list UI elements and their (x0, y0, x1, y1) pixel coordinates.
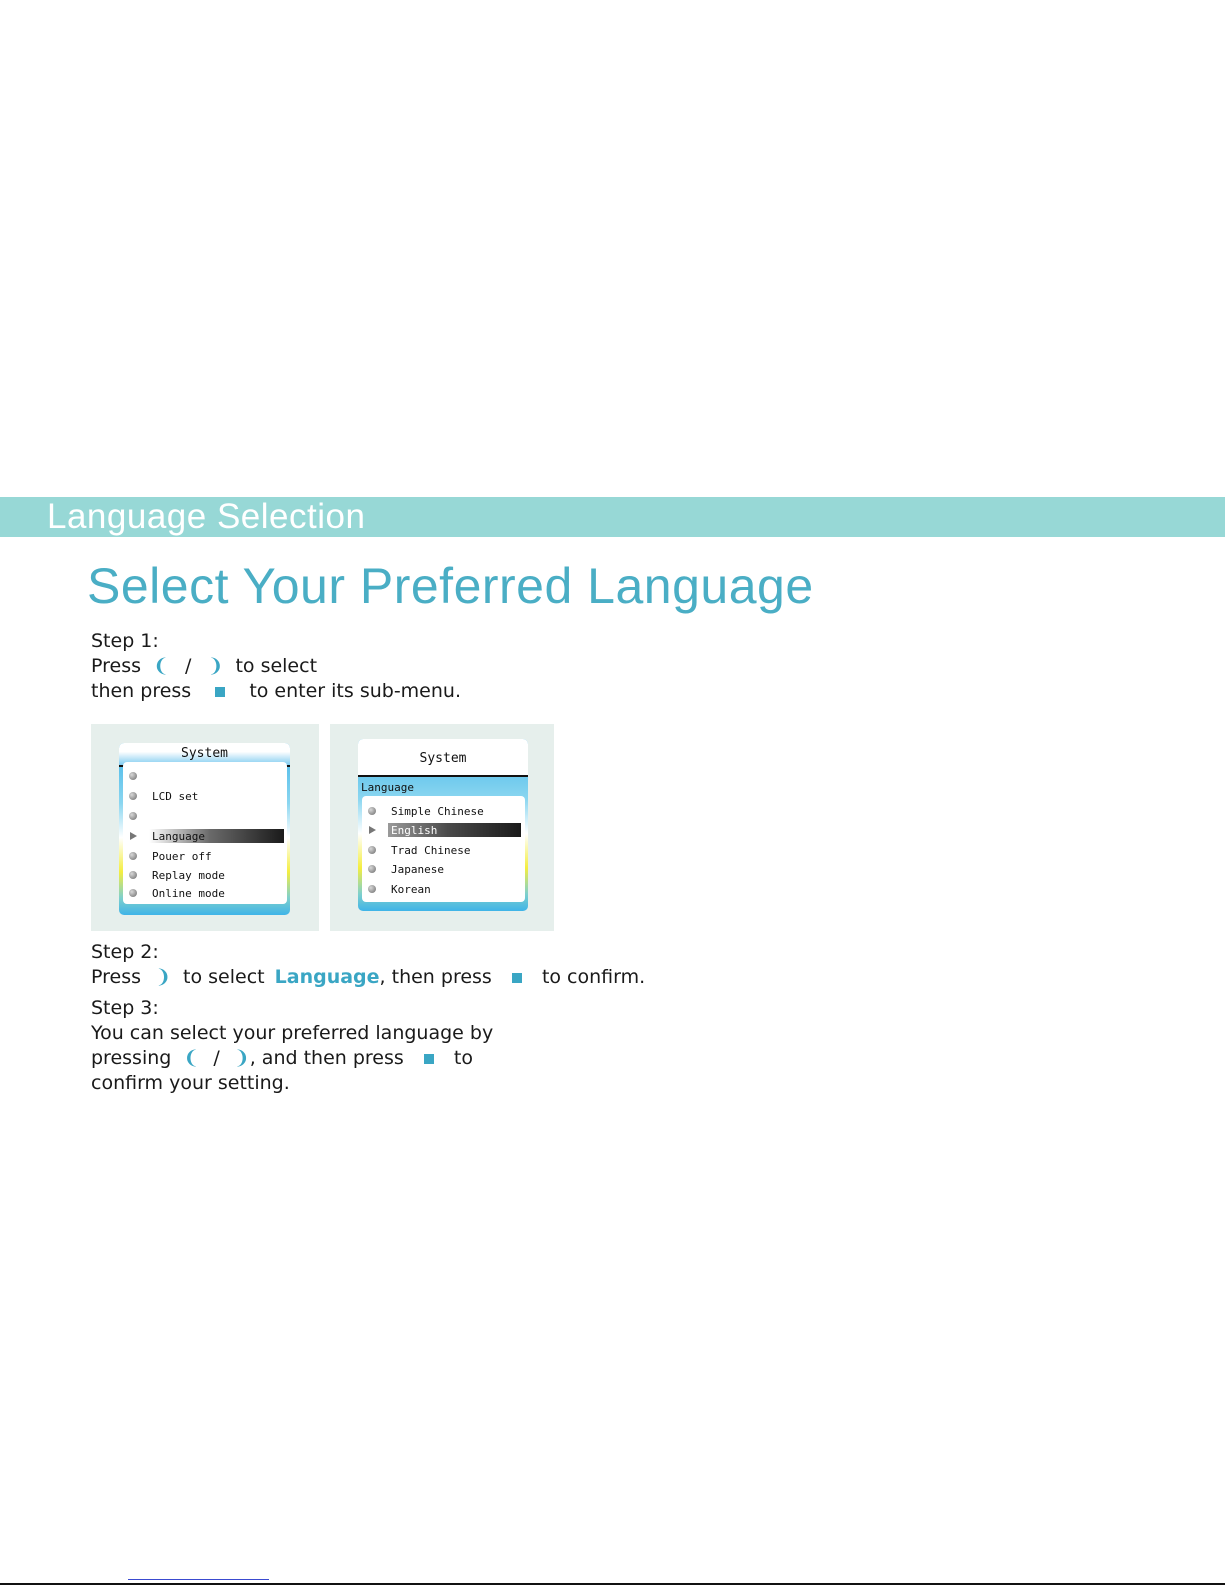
bullet-icon (129, 889, 137, 897)
step3-and-then: , and then press (249, 1047, 404, 1069)
screen-title: System (119, 743, 290, 765)
selected-arrow-icon (369, 826, 376, 834)
step3-pressing: pressing (91, 1047, 172, 1069)
step2-highlight-language: Language (274, 966, 380, 988)
step1-enter-text: to enter its sub-menu. (249, 680, 461, 702)
bullet-icon (129, 852, 137, 860)
bullet-icon (368, 865, 376, 873)
step3-slash: / (213, 1047, 220, 1069)
step1-line2 (91, 679, 461, 704)
step1-to-select: to select (235, 655, 318, 677)
link-underline (128, 1579, 269, 1580)
right-arrow-icon: ❩ (207, 655, 224, 677)
bullet-icon (129, 871, 137, 879)
bullet-icon (368, 846, 376, 854)
page-title: Select Your Preferred Language (87, 558, 814, 614)
step2-to-select: to select (183, 966, 265, 988)
step3-heading: Step 3: (91, 997, 159, 1019)
step3-to: to (453, 1047, 473, 1069)
device-screen (358, 739, 528, 911)
bullet-icon (368, 807, 376, 815)
step1-press-text: Press (91, 655, 142, 677)
bullet-icon (129, 792, 137, 800)
step2-press-text: Press (91, 966, 142, 988)
right-arrow-icon: ❩ (233, 1047, 250, 1069)
step2-confirm: to confirm. (541, 966, 646, 988)
bullet-icon (368, 885, 376, 893)
step2-line (91, 965, 645, 990)
screen-title: System (358, 739, 528, 777)
section-banner (0, 497, 1225, 537)
right-arrow-icon: ❩ (155, 966, 171, 988)
left-arrow-icon: ❨ (153, 655, 169, 677)
bullet-icon (129, 772, 137, 780)
device-screenshot-language-menu (330, 724, 554, 931)
bullet-icon (129, 812, 137, 820)
enter-button-icon (424, 1054, 434, 1064)
step2-then-press: , then press (379, 966, 492, 988)
enter-button-icon (512, 973, 522, 983)
step1-line1 (91, 654, 317, 679)
left-arrow-icon: ❨ (183, 1047, 200, 1069)
device-screenshot-system-menu (91, 724, 319, 931)
step1-slash: / (185, 655, 192, 677)
submenu-title: Language (361, 781, 414, 794)
step2-heading: Step 2: (91, 941, 159, 963)
menu-panel: Simple Chinese English Trad Chinese Japanese Korean (362, 796, 525, 902)
enter-button-icon (215, 687, 225, 697)
step3-line1: You can select your preferred language by (91, 1022, 494, 1044)
section-title: Language Selection (47, 497, 366, 536)
menu-panel: LCD set Language Pouer off Replay mode Online mode (123, 762, 287, 904)
step3-line3: confirm your setting. (91, 1072, 290, 1094)
step1-heading: Step 1: (91, 630, 159, 652)
step3-line2 (91, 1046, 473, 1071)
step1-then-press: then press (91, 680, 192, 702)
device-screen (119, 743, 290, 915)
selected-arrow-icon (130, 832, 137, 840)
